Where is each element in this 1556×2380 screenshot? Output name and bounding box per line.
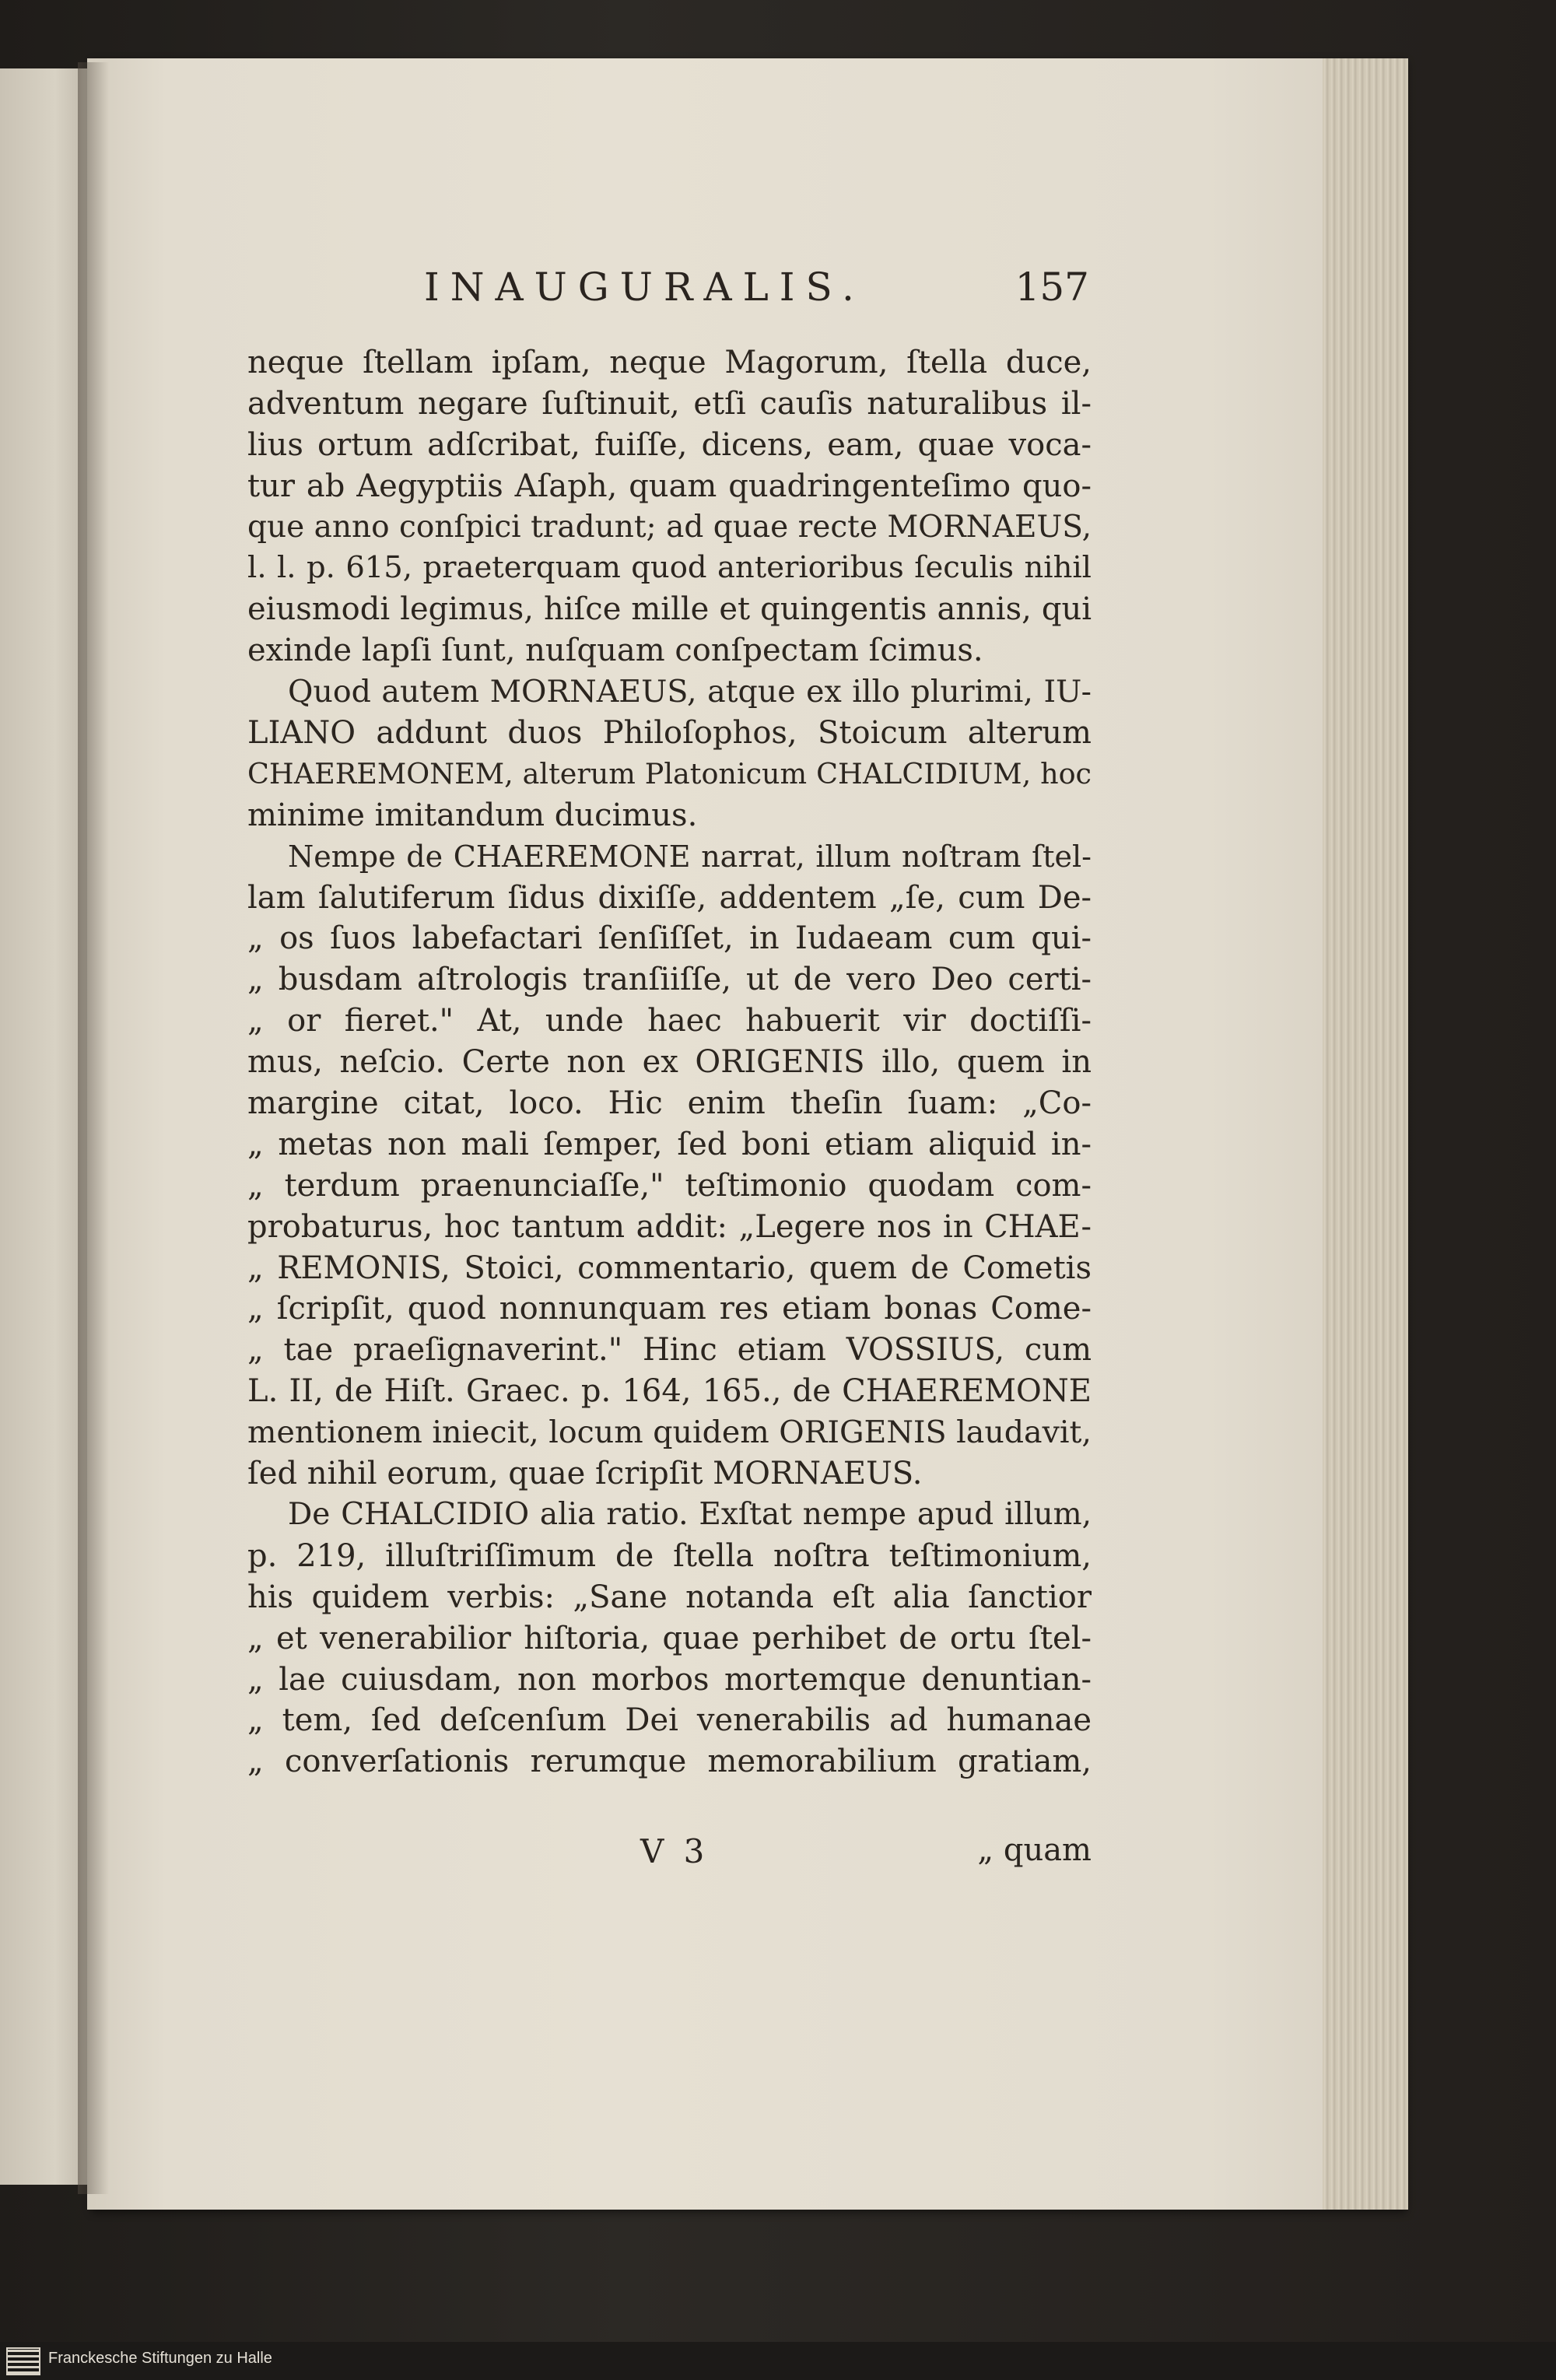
text-line: „ REMONIS, Stoici, commentario, quem de Cometis — [247, 1250, 1092, 1286]
text-line: „ converſationis rerumque memorabilium gratiam, — [247, 1744, 1092, 1780]
signature-mark: V 3 — [640, 1832, 710, 1870]
institution-logo-icon — [6, 2347, 40, 2375]
text-line: „ metas non mali ſemper, ſed boni etiam aliquid in- — [247, 1126, 1092, 1162]
text-line: „ os ſuos labefactari ſenſiſſet, in Iudaeam cum qui- — [247, 920, 1092, 957]
book-gutter — [78, 62, 109, 2194]
text-line: margine citat, loco. Hic enim theſin ſuam: „Co- — [247, 1085, 1092, 1122]
text-line: „ ſcripſit, quod nonnunquam res etiam bonas Come- — [247, 1291, 1092, 1327]
text-line: „ terdum praenunciaſſe," teſtimonio quodam com- — [247, 1167, 1092, 1204]
text-line: mus, neſcio. Certe non ex ORIGENIS illo, quem in — [247, 1044, 1092, 1081]
page-fore-edge — [1323, 58, 1408, 2210]
page-header — [424, 265, 1089, 319]
text-line: his quidem verbis: „Sane notanda eſt alia ſanctior — [247, 1579, 1092, 1615]
text-line: p. 219, illuſtriſſimum de ſtella noſtra teſtimonium, — [247, 1537, 1092, 1574]
catchword: „ quam — [977, 1832, 1092, 1868]
institution-name: Franckesche Stiftungen zu Halle — [48, 2350, 272, 2367]
text-line: tur ab Aegyptiis Aſaph, quam quadringenteſimo quo- — [247, 468, 1092, 504]
text-line: lius ortum adſcribat, fuiſſe, dicens, eam, quae voca- — [247, 426, 1092, 463]
text-line: Quod autem MORNAEUS, atque ex illo plurimi, IU- — [288, 674, 1092, 710]
text-line: probaturus, hoc tantum addit: „Legere nos in CHAE- — [247, 1208, 1092, 1245]
text-line: CHAEREMONEM, alterum Platonicum CHALCIDIUM, hoc — [247, 756, 1092, 790]
text-line: LIANO addunt duos Philoſophos, Stoicum alterum — [247, 715, 1092, 752]
text-line: eiusmodi legimus, hiſce mille et quingentis annis, qui — [247, 591, 1092, 628]
text-line: L. II, de Hiſt. Graec. p. 164, 165., de CHAEREMONE — [247, 1373, 1092, 1410]
text-line: adventum negare ſuſtinuit, etſi cauſis naturalibus il- — [247, 385, 1092, 422]
text-line: „ tae praeſignaverint." Hinc etiam VOSSIUS, cum — [247, 1332, 1092, 1369]
text-line: que anno conſpici tradunt; ad quae recte MORNAEUS, — [247, 509, 1092, 545]
text-line: mentionem iniecit, locum quidem ORIGENIS laudavit, — [247, 1414, 1092, 1451]
running-head: INAUGURALIS. — [424, 265, 865, 310]
body-text — [247, 342, 1092, 1782]
text-line: neque ſtellam ipſam, neque Magorum, ſtella duce, — [247, 345, 1092, 380]
text-line: De CHALCIDIO alia ratio. Exſtat nempe apud illum, — [288, 1496, 1092, 1532]
text-line: „ lae cuiusdam, non morbos mortemque denuntian- — [247, 1661, 1092, 1698]
text-line: „ tem, ſed deſcenſum Dei venerabilis ad humanae — [247, 1702, 1092, 1739]
text-line: „ busdam aſtrologis tranſiiſſe, ut de vero Deo certi- — [247, 962, 1092, 998]
text-line: l. l. p. 615, praeterquam quod anterioribus ſeculis nihil — [247, 550, 1092, 586]
text-line: „ et venerabilior hiſtoria, quae perhibet de ortu ſtel- — [247, 1620, 1092, 1656]
text-line: ſed nihil eorum, quae ſcripſit MORNAEUS. — [247, 1456, 923, 1492]
page-number: 157 — [1015, 265, 1089, 310]
text-line: lam ſalutiferum ſidus dixiſſe, addentem „ſe, cum De- — [247, 879, 1092, 916]
text-line: Nempe de CHAEREMONE narrat, illum noſtram ſtel- — [288, 839, 1092, 874]
text-line: „ or fieret." At, unde haec habuerit vir doctiſſi- — [247, 1003, 1092, 1039]
text-line: minime imitandum ducimus. — [247, 797, 698, 833]
page-footer — [247, 1832, 1092, 1879]
text-line: exinde lapſi ſunt, nuſquam conſpectam ſcimus. — [247, 633, 983, 669]
